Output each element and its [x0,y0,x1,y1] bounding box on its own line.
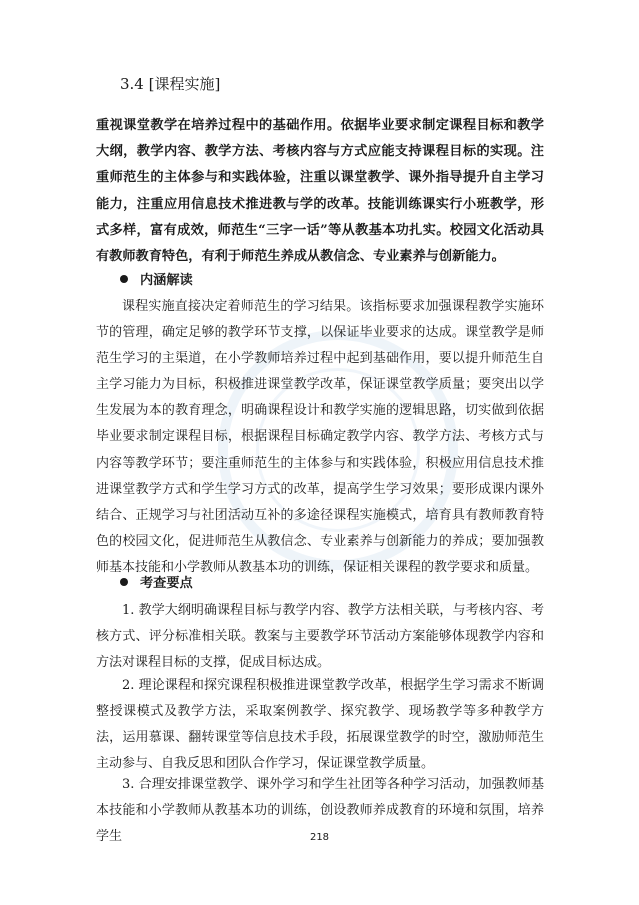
section-heading: 3.4 [课程实施] [120,75,221,93]
interpretation-heading: 内涵解读 [120,271,193,291]
checkpoints-heading: 考查要点 [120,574,193,594]
standard-text: 重视课堂教学在培养过程中的基础作用。依据毕业要求制定课程目标和教学大纲，教学内容、教学方法、考核内容与方式应能支持课程目标的实现。注重师范生的主体参与和实践体验，注重以课堂教学、课外指导提升自主学习能力，注重应用信息技术推进教与学的改革。技能训练课实行小班教学，形式多样，富有成效，师范生“三字一话”等从教基本功扎实。校园文化活动具有教师教育特色，有利于师范生养成从教信念、专业素养与创新能力。 [96,118,544,265]
interpretation-text: 课程实施直接决定着师范生的学习结果。该指标要求加强课程教学实施环节的管理，确定足够的教学环节支撑，以保证毕业要求的达成。课堂教学是师范生学习的主渠道，在小学教师培养过程中起到基础作用，要以提升师范生自主学习能力为目标，积极推进课堂教学改革，保证课堂教学质量；要突出以学生发展为本的教育理念，明确课程设计和教学实施的逻辑思路，切实做到依据毕业要求制定课程目标，根据课程目标确定教学内容、教学方法、考核方式与内容等教学环节；要注重师范生的主体参与和实践体验，积极应用信息技术推进课堂教学方式和学生学习方式的改革，提高学生学习效果；要形成课内课外结合、正规学习与社团活动互补的多途径课程实施模式，培育具有教师教育特色的校园文化，促进师范生从教信念、专业素养与创新能力的养成；要加强教师基本技能和小学教师从教基本功的训练，保证相关课程的教学要求和质量。 [96,299,544,575]
bullet-icon [120,275,128,283]
page-number: 218 [309,832,330,843]
checkpoint-item-1: 1. 教学大纲明确课程目标与教学内容、教学方法相关联，与考核内容、考核方式、评分标准相关联。教案与主要教学环节活动方案能够体现教学内容和方法对课程目标的支撑，促成目标达成。 [96,603,544,671]
bullet-icon [120,578,128,586]
checkpoint-item-3: 3. 合理安排课堂教学、课外学习和学生社团等各种学习活动，加强教师基本技能和小学教师从教基本功的训练，创设教师养成教育的环境和氛围，培养学生 [96,777,544,845]
checkpoint-item-2: 2. 理论课程和探究课程积极推进课堂教学改革，根据学生学习需求不断调整授课模式及教学方法，采取案例教学、探究教学、现场教学等多种教学方法，运用慕课、翻转课堂等信息技术手段，拓展课堂教学的时空，激励师范生主动参与、自我反思和团队合作学习，保证课堂教学质量。 [96,678,544,772]
